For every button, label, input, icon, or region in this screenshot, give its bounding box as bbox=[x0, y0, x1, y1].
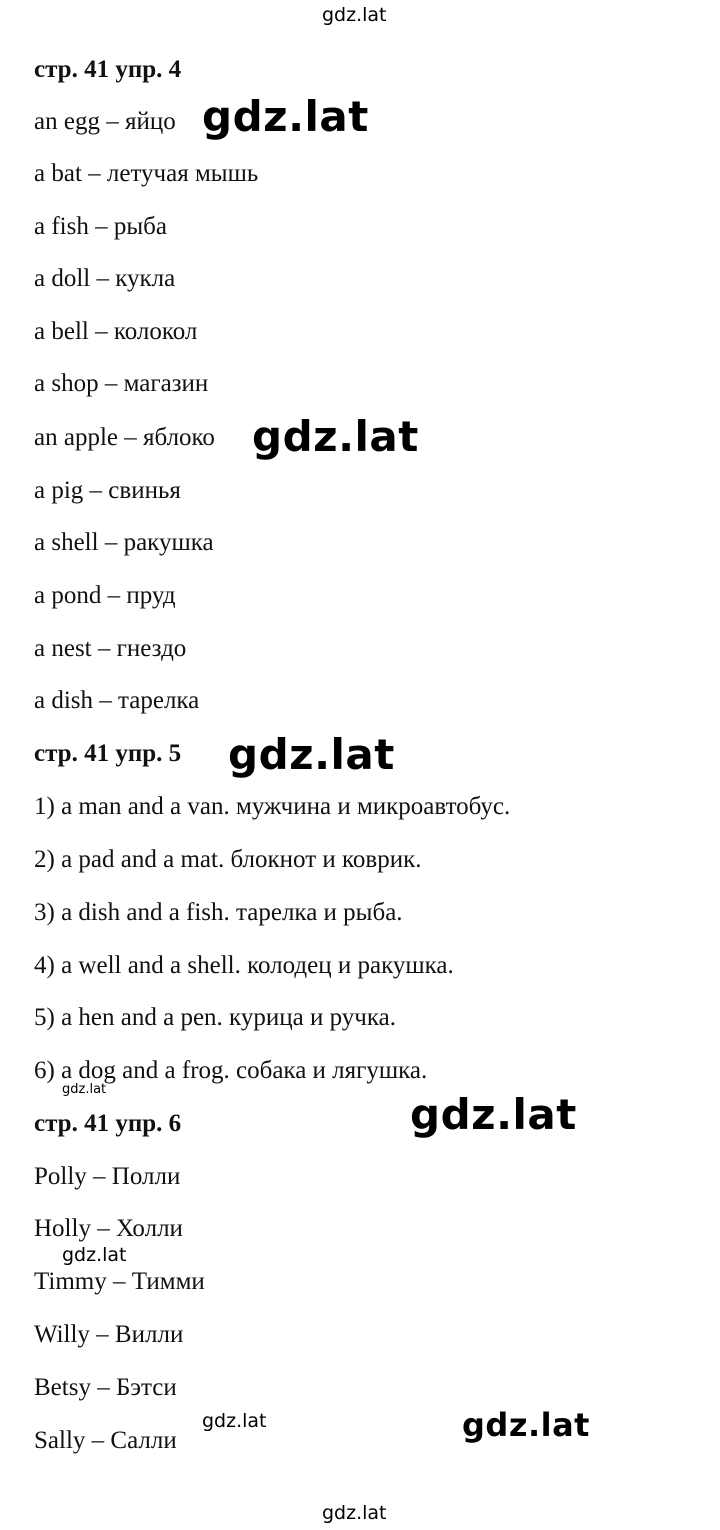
section-heading: стр. 41 упр. 4 bbox=[34, 56, 182, 83]
list-item: Holly – Холли bbox=[34, 1215, 183, 1242]
section-heading: стр. 41 упр. 6 bbox=[34, 1110, 182, 1137]
list-item: 4) a well and a shell. колодец и ракушка. bbox=[34, 952, 454, 979]
list-item: a pond – пруд bbox=[34, 582, 176, 609]
watermark-large: gdz.lat bbox=[202, 92, 369, 141]
list-item: a shop – магазин bbox=[34, 370, 209, 397]
list-item: Betsy – Бэтси bbox=[34, 1374, 177, 1401]
list-item: Polly – Полли bbox=[34, 1163, 181, 1190]
list-item: a shell – ракушка bbox=[34, 529, 214, 556]
list-item: an apple – яблоко bbox=[34, 424, 215, 451]
list-item: a fish – рыба bbox=[34, 213, 167, 240]
list-item: a bat – летучая мышь bbox=[34, 160, 259, 187]
list-item: a bell – колокол bbox=[34, 318, 198, 345]
list-item: a nest – гнездо bbox=[34, 635, 187, 662]
list-item: Willy – Вилли bbox=[34, 1321, 184, 1348]
watermark-top: gdz.lat bbox=[322, 4, 387, 26]
list-item: Timmy – Тимми bbox=[34, 1268, 205, 1295]
watermark-large: gdz.lat bbox=[410, 1090, 577, 1139]
list-item: 1) a man and a van. мужчина и микроавтобус. bbox=[34, 793, 511, 820]
list-item: a doll – кукла bbox=[34, 265, 176, 292]
list-item: a pig – свинья bbox=[34, 477, 181, 504]
list-item: 5) a hen and a pen. курица и ручка. bbox=[34, 1004, 396, 1031]
section-heading: стр. 41 упр. 5 bbox=[34, 740, 182, 767]
watermark-tiny: gdz.lat bbox=[62, 1082, 107, 1097]
watermark-large: gdz.lat bbox=[228, 730, 395, 779]
list-item: 6) a dog and a frog. собака и лягушка. bbox=[34, 1057, 428, 1084]
list-item: Sally – Салли bbox=[34, 1427, 177, 1454]
watermark-small: gdz.lat bbox=[202, 1410, 267, 1432]
list-item: a dish – тарелка bbox=[34, 687, 200, 714]
list-item: 3) a dish and a fish. тарелка и рыба. bbox=[34, 899, 403, 926]
watermark-bottom: gdz.lat bbox=[322, 1502, 387, 1524]
watermark-small: gdz.lat bbox=[62, 1244, 127, 1266]
watermark-large: gdz.lat bbox=[252, 412, 419, 461]
list-item: an egg – яйцо bbox=[34, 108, 176, 135]
list-item: 2) a pad and a mat. блокнот и коврик. bbox=[34, 846, 422, 873]
watermark-medium: gdz.lat bbox=[462, 1406, 590, 1444]
